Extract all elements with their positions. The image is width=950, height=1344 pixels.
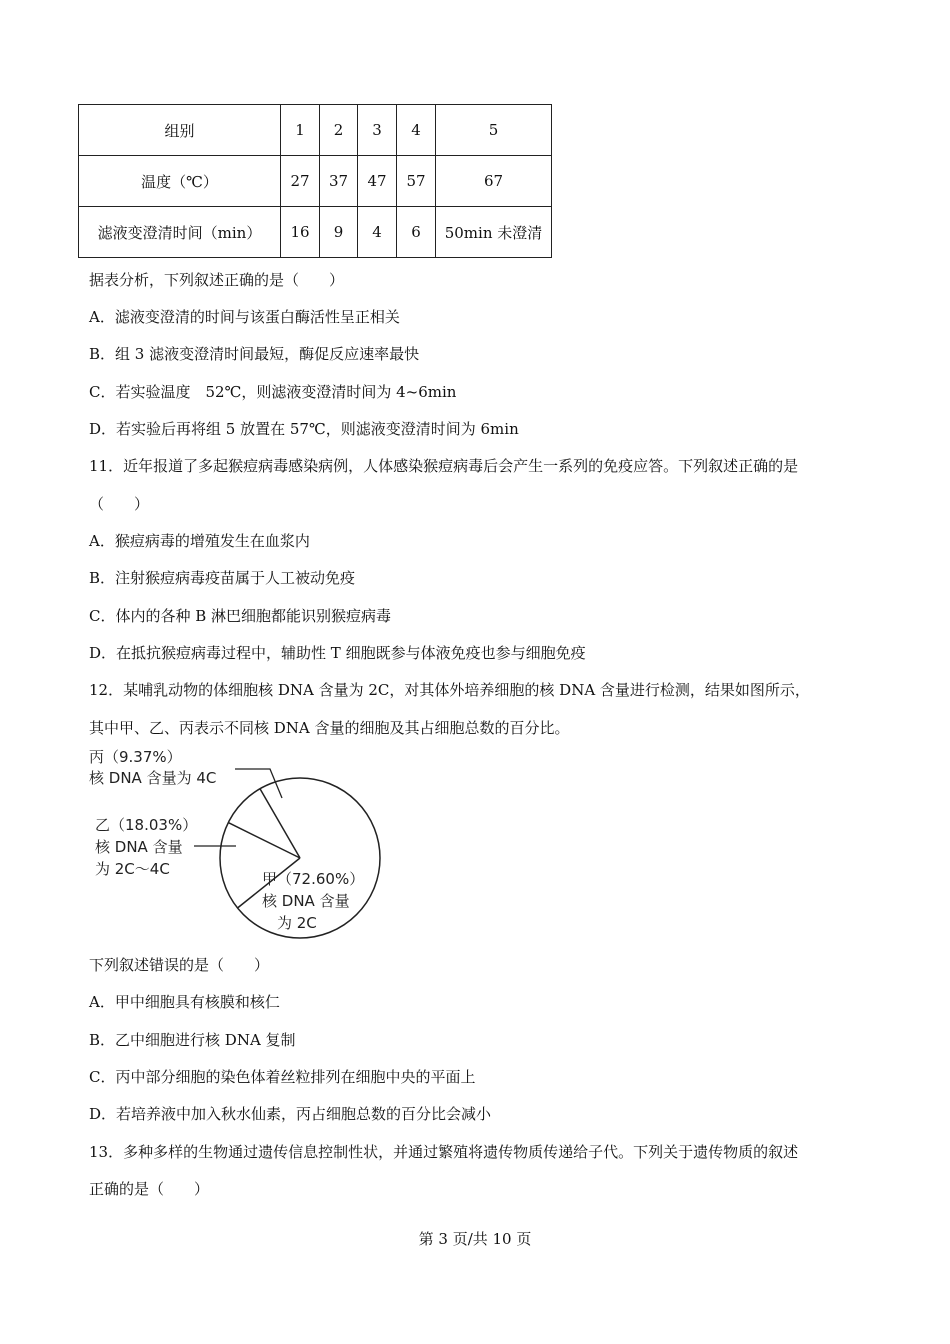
table-cell: 27 [281, 156, 320, 207]
q12-stem-line2: 其中甲、乙、丙表示不同核 DNA 含量的细胞及其占细胞总数的百分比。 [89, 719, 570, 737]
q10-option-d: D．若实验后再将组 5 放置在 57℃，则滤液变澄清时间为 6min [89, 420, 519, 438]
table-cell: 47 [358, 156, 397, 207]
q11-option-b: B．注射猴痘病毒疫苗属于人工被动免疫 [89, 569, 356, 587]
q10-option-b: B．组 3 滤液变澄清时间最短，酶促反应速率最快 [89, 345, 420, 363]
jia-label-2: 核 DNA 含量 [262, 892, 350, 910]
table-cell: 5 [436, 105, 552, 156]
table-cell: 1 [281, 105, 320, 156]
q10-option-a: A．滤液变澄清的时间与该蛋白酶活性呈正相关 [89, 308, 400, 326]
q12-option-a: A．甲中细胞具有核膜和核仁 [89, 993, 280, 1011]
q13-stem-line1: 13．多种多样的生物通过遗传信息控制性状，并通过繁殖将遗传物质传递给子代。下列关于遗传物质的叙述 [89, 1143, 799, 1161]
table-cell: 6 [397, 207, 436, 258]
q10-stem: 据表分析，下列叙述正确的是（ ） [89, 271, 345, 289]
table-cell: 组别 [79, 105, 281, 156]
table-cell: 3 [358, 105, 397, 156]
table-cell: 57 [397, 156, 436, 207]
q12-option-c: C．丙中部分细胞的染色体着丝粒排列在细胞中央的平面上 [89, 1068, 476, 1086]
q12-option-b: B．乙中细胞进行核 DNA 复制 [89, 1031, 296, 1049]
table-cell: 2 [320, 105, 358, 156]
page-footer: 第 3 页/共 10 页 [418, 1230, 532, 1248]
table-cell: 4 [358, 207, 397, 258]
table-cell: 37 [320, 156, 358, 207]
q12-stem-line1: 12．某哺乳动物的体细胞核 DNA 含量为 2C，对其体外培养细胞的核 DNA 含量进行检测，结果如图所示， [89, 681, 810, 699]
bing-label-2: 核 DNA 含量为 4C [89, 769, 217, 787]
table-cell: 温度（℃） [79, 156, 281, 207]
q10-option-c: C．若实验温度 52℃，则滤液变澄清时间为 4~6min [89, 383, 457, 401]
jia-label-3: 为 2C [277, 914, 317, 932]
yi-label-2: 核 DNA 含量 [95, 838, 183, 856]
table-cell: 16 [281, 207, 320, 258]
table-cell: 滤液变澄清时间（min） [79, 207, 281, 258]
table-cell: 9 [320, 207, 358, 258]
q12-after-stem: 下列叙述错误的是（ ） [89, 956, 270, 974]
bing-label-1: 丙（9.37%） [89, 748, 182, 766]
q13-stem-line2: 正确的是（ ） [89, 1180, 210, 1198]
table-cell: 50min 未澄清 [436, 207, 552, 258]
yi-label-3: 为 2C～4C [95, 860, 170, 878]
q12-option-d: D．若培养液中加入秋水仙素，丙占细胞总数的百分比会减小 [89, 1105, 492, 1123]
q11-stem-line1: 11．近年报道了多起猴痘病毒感染病例，人体感染猴痘病毒后会产生一系列的免疫应答。下列叙述正确的是 [89, 457, 799, 475]
jia-label-1: 甲（72.60%） [262, 870, 365, 888]
q11-option-d: D．在抵抗猴痘病毒过程中，辅助性 T 细胞既参与体液免疫也参与细胞免疫 [89, 644, 586, 662]
q11-stem-line2: （ ） [89, 495, 150, 513]
yi-label-1: 乙（18.03%） [95, 816, 198, 834]
bing-leader-line [235, 769, 282, 798]
table-cell: 67 [436, 156, 552, 207]
q11-option-a: A．猴痘病毒的增殖发生在血浆内 [89, 532, 310, 550]
table-cell: 4 [397, 105, 436, 156]
q11-option-c: C．体内的各种 B 淋巴细胞都能识别猴痘病毒 [89, 607, 392, 625]
